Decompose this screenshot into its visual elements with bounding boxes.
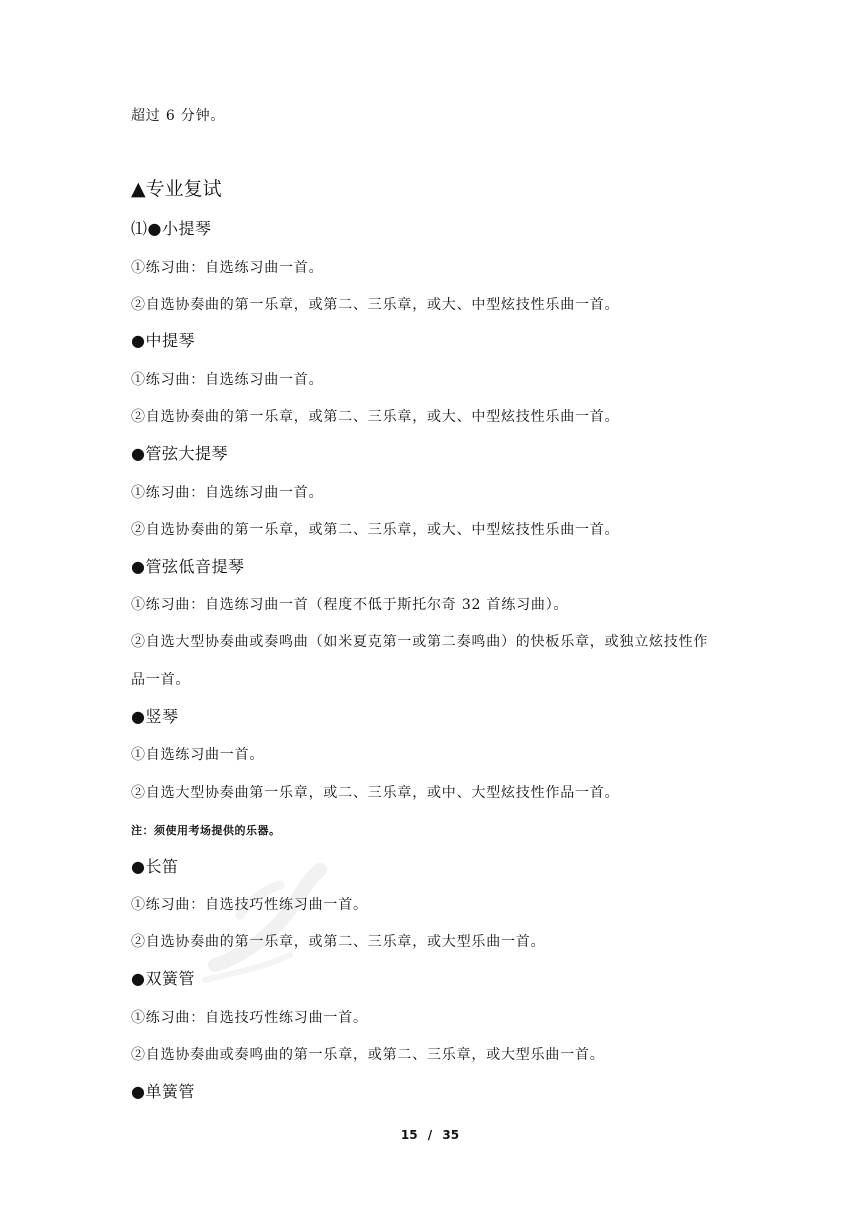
instrument-heading-clarinet: ●单簧管 — [131, 1082, 195, 1101]
page-separator: / — [427, 1128, 433, 1142]
section-title: ▲专业复试 — [131, 178, 222, 200]
oboe-item-1: ①练习曲：自选技巧性练习曲一首。 — [131, 1010, 368, 1026]
double-bass-item-2-continued: 品一首。 — [131, 672, 191, 688]
instrument-heading-double-bass: ●管弦低音提琴 — [131, 557, 245, 576]
viola-item-1: ①练习曲：自选练习曲一首。 — [131, 372, 324, 388]
page-total: 35 — [442, 1128, 460, 1142]
oboe-item-2: ②自选协奏曲或奏鸣曲的第一乐章，或第二、三乐章，或大型乐曲一首。 — [131, 1047, 605, 1063]
violin-item-2: ②自选协奏曲的第一乐章，或第二、三乐章，或大、中型炫技性乐曲一首。 — [131, 297, 620, 313]
instrument-heading-harp: ●竖琴 — [131, 707, 179, 726]
watermark-brush-mark — [195, 855, 335, 985]
cello-item-2: ②自选协奏曲的第一乐章，或第二、三乐章，或大、中型炫技性乐曲一首。 — [131, 522, 620, 538]
intro-tail-text: 超过 6 分钟。 — [131, 108, 226, 124]
flute-item-1: ①练习曲：自选技巧性练习曲一首。 — [131, 897, 368, 913]
instrument-heading-viola: ●中提琴 — [131, 331, 195, 350]
cello-item-1: ①练习曲：自选练习曲一首。 — [131, 485, 324, 501]
harp-item-1: ①自选练习曲一首。 — [131, 747, 265, 763]
flute-item-2: ②自选协奏曲的第一乐章，或第二、三乐章，或大型乐曲一首。 — [131, 934, 546, 950]
page-number — [0, 1129, 860, 1141]
instrument-heading-violin: ⑴●小提琴 — [131, 219, 212, 238]
harp-item-2: ②自选大型协奏曲第一乐章，或二、三乐章，或中、大型炫技性作品一首。 — [131, 785, 620, 801]
instrument-heading-cello: ●管弦大提琴 — [131, 444, 228, 463]
harp-note: 注：须使用考场提供的乐器。 — [131, 824, 281, 837]
violin-item-1: ①练习曲：自选练习曲一首。 — [131, 260, 324, 276]
instrument-heading-oboe: ●双簧管 — [131, 969, 195, 988]
viola-item-2: ②自选协奏曲的第一乐章，或第二、三乐章，或大、中型炫技性乐曲一首。 — [131, 409, 620, 425]
instrument-heading-flute: ●长笛 — [131, 857, 179, 876]
double-bass-item-2: ②自选大型协奏曲或奏鸣曲（如米夏克第一或第二奏鸣曲）的快板乐章，或独立炫技性作 — [131, 634, 709, 650]
double-bass-item-1: ①练习曲：自选练习曲一首（程度不低于斯托尔奇 32 首练习曲）。 — [131, 597, 569, 613]
page-current: 15 — [400, 1128, 418, 1142]
